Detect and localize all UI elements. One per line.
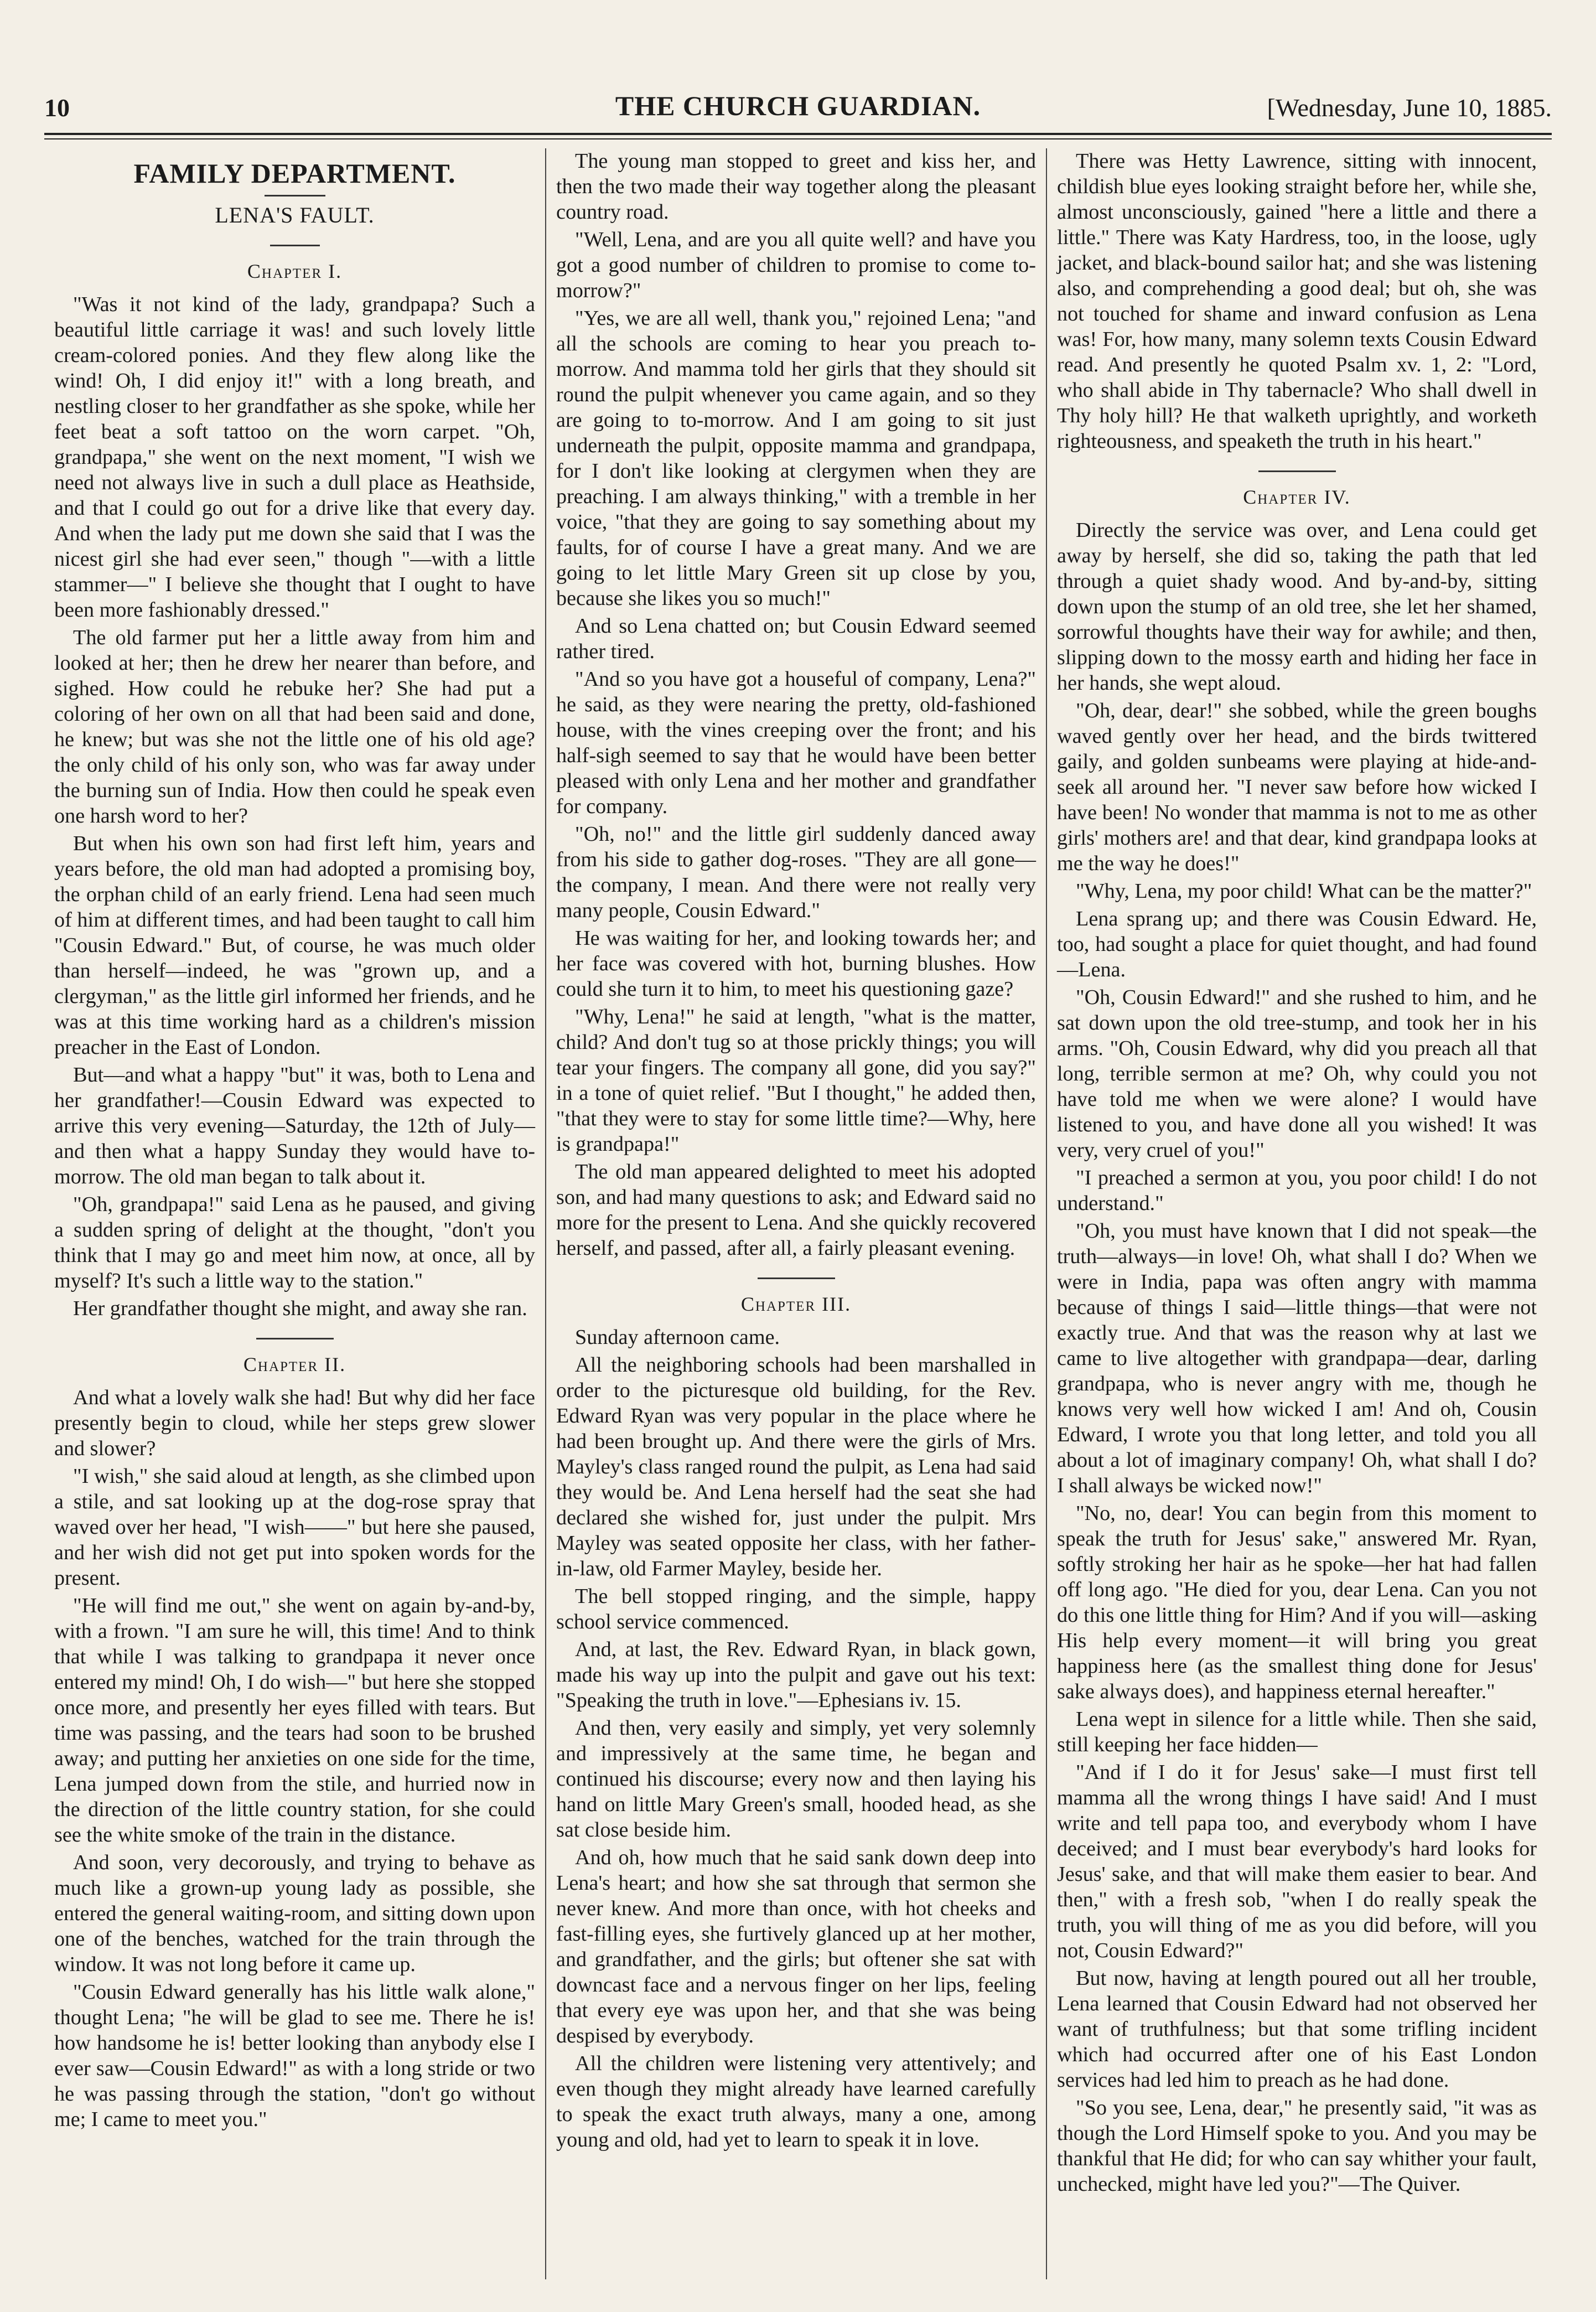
paragraph: "And if I do it for Jesus' sake—I must first tell mamma all the wrong things I have said! And I must write and tell papa too, and everybody whom I have deceived; and I must bear everybody's hard looks for Jesus' sake, and that will make them easier to bear. And then," with a fresh sob, "when I do really speak the truth, you will thing of me as you did before, will you not, Cousin Edward?" <box>1057 1761 1537 1962</box>
paragraph: "Oh, Cousin Edward!" and she rushed to him, and he sat down upon the old tree-stump, and took her in his arms. "Oh, Cousin Edward, why did you preach all that long, terrible sermon at me? Oh, why could you not have told me when we were alone? I would have listened to you, and have done all you wished! It was very, very cruel of you!" <box>1057 986 1537 1162</box>
paragraph: But—and what a happy "but" it was, both to Lena and her grandfather!—Cousin Edward was expected to arrive this very evening—Saturday, the 12th of July—and then what a happy Sunday they would have to-morrow. The old man began to talk about it. <box>54 1063 535 1188</box>
chapter-heading: Chapter I. <box>247 260 343 282</box>
header-rule-thin <box>44 138 1552 139</box>
paragraph: And what a lovely walk she had! But why did her face presently begin to cloud, while her steps grew slower and slower? <box>54 1386 535 1460</box>
section-rule <box>256 1338 334 1339</box>
paragraph: The old farmer put her a little away from him and looked at her; then he drew her nearer than before, and sighed. How could he rebuke her? She had put a coloring of her own on all that had been said and done, he knew; but was she not the little one of his old age? the only child of his only son, who was far away under the burning sun of India. How then could he speak even one harsh word to her? <box>54 626 535 827</box>
paragraph: "Oh, no!" and the little girl suddenly danced away from his side to gather dog-roses. "They are all gone—the company, I mean. And there were not really very many people, Cousin Edward." <box>556 823 1036 922</box>
paragraph: Lena sprang up; and there was Cousin Edward. He, too, had sought a place for quiet thought, and had found—Lena. <box>1057 907 1537 981</box>
issue-date: [Wednesday, June 10, 1885. <box>1267 94 1552 122</box>
paragraph: And oh, how much that he said sank down deep into Lena's heart; and how she sat through that sermon she never knew. And more than once, with hot cheeks and fast-filling eyes, she furtively glanced up at her mother, and grandfather, and the girls; but oftener she sat with downcast face and a nervous finger on her lips, feeling that every eye was upon her, and that she was being despised by everybody. <box>556 1846 1036 2047</box>
article-columns <box>44 148 1552 2279</box>
paragraph: But now, having at length poured out all her trouble, Lena learned that Cousin Edward had not observed her want of truthfulness; but that some trifling incident which had occurred after one of his East London services had led him to preach as he had done. <box>1057 1967 1537 2092</box>
section-rule <box>270 245 320 246</box>
paragraph: "Well, Lena, and are you all quite well? and have you got a good number of children to promise to come to-morrow?" <box>556 228 1036 302</box>
newspaper-title: THE CHURCH GUARDIAN. <box>615 90 981 121</box>
column-3 <box>1046 148 1547 2279</box>
paragraph: All the children were listening very attentively; and even though they might already have learned carefully to speak the exact truth always, many a one, among young and old, had yet to learn to speak it in love. <box>556 2052 1036 2151</box>
paragraph: "I wish," she said aloud at length, as she climbed upon a stile, and sat looking up at the dog-rose spray that waved over her head, "I wish——" but here she paused, and her wish did not get put into spoken words for the present. <box>54 1465 535 1590</box>
paragraph: "Oh, dear, dear!" she sobbed, while the green boughs waved gently over her head, and the birds twittered gaily, and golden sunbeams were playing at hide-and-seek all around her. "I never saw before how wicked I have been! No wonder that mamma is not to me as other girls' mothers are! and that dear, kind grandpapa looks at me the way he does!" <box>1057 699 1537 875</box>
paragraph: Lena wept in silence for a little while. Then she said, still keeping her face hidden— <box>1057 1708 1537 1756</box>
paragraph: "I preached a sermon at you, you poor child! I do not understand." <box>1057 1166 1537 1215</box>
chapter-heading: Chapter IV. <box>1243 486 1351 508</box>
paragraph: And so Lena chatted on; but Cousin Edward seemed rather tired. <box>556 614 1036 663</box>
paragraph: "Oh, grandpapa!" said Lena as he paused, and giving a sudden spring of delight at the thought, "don't you think that I may go and meet him now, at once, all by myself? It's such a little way to the station." <box>54 1193 535 1292</box>
paragraph: And, at last, the Rev. Edward Ryan, in black gown, made his way up into the pulpit and gave out his text: "Speaking the truth in love."—Ephesians iv. 15. <box>556 1638 1036 1712</box>
paragraph: Sunday afternoon came. <box>575 1326 780 1349</box>
paragraph: Directly the service was over, and Lena could get away by herself, she did so, taking the path that led through a quiet shady wood. And by-and-by, sitting down upon the stump of an old tree, she let her shamed, sorrowful thoughts have their way for awhile; and then, slipping down to the mossy earth and hiding her face in her hands, she wept aloud. <box>1057 519 1537 695</box>
paragraph: And then, very easily and simply, yet very solemnly and impressively at the same time, he began and continued his discourse; every now and then laying his hand on little Mary Green's small, hooded head, as she sat close beside him. <box>556 1716 1036 1842</box>
page-number: 10 <box>44 94 70 122</box>
department-heading: FAMILY DEPARTMENT. <box>133 158 456 189</box>
section-rule <box>758 1277 835 1279</box>
paragraph: The bell stopped ringing, and the simple, happy school service commenced. <box>556 1585 1036 1633</box>
paragraph: But when his own son had first left him, years and years before, the old man had adopted a promising boy, the orphan child of an early friend. Lena had seen much of him at different times, and had been taught to call him "Cousin Edward." But, of course, he was much older than herself—indeed, he was "grown up, and a clergyman," as the little girl informed her friends, and he was at this time working hard as a children's mission preacher in the East of London. <box>54 832 535 1059</box>
chapter-heading: Chapter III. <box>740 1293 852 1315</box>
paragraph: "He will find me out," she went on again by-and-by, with a frown. "I am sure he will, this time! And to think that while I was talking to grandpapa it never once entered my mind! Oh, I do wish—" but here she stopped once more, and presently her eyes filled with tears. But time was passing, and the tears had soon to be brushed away; and putting her anxieties on one side for the time, Lena jumped down from the stile, and hurried now in the direction of the little country station, for she could see the white smoke of the train in the distance. <box>54 1594 535 1847</box>
paragraph: "Why, Lena, my poor child! What can be the matter?" <box>1076 880 1532 903</box>
paragraph: "So you see, Lena, dear," he presently said, "it was as though the Lord Himself spoke to you. And you may be thankful that He did; for who can say whither your fault, unchecked, might have led you?"—The Quiver. <box>1057 2096 1537 2196</box>
section-rule <box>265 195 325 196</box>
section-rule <box>1258 470 1336 472</box>
paragraph: He was waiting for her, and looking towards her; and her face was covered with hot, burning blushes. How could she turn it to him, to meet his questioning gaze? <box>556 927 1036 1001</box>
masthead <box>44 83 1552 134</box>
column-2 <box>545 148 1046 2279</box>
paragraph: There was Hetty Lawrence, sitting with innocent, childish blue eyes looking straight before her, while she, almost unconsciously, gained "here a little and there a little." There was Katy Hardress, too, in the loose, ugly jacket, and black-bound sailor hat; and she was listening also, and comprehending a good deal; but oh, she was not touched for shame and inward confusion as Lena was! For, how many, many solemn texts Cousin Edward read. And presently he quoted Psalm xv. 1, 2: "Lord, who shall abide in Thy tabernacle? Who shall dwell in Thy holy hill? He that walketh uprightly, and worketh righteousness, and speaketh the truth in his heart." <box>1057 149 1537 453</box>
paragraph: Her grandfather thought she might, and away she ran. <box>73 1297 527 1320</box>
paragraph: All the neighboring schools had been marshalled in order to the picturesque old building, for the Rev. Edward Ryan was very popular in the place where he had been brought up. And there were the girls of Mrs. Mayley's class ranged round the pulpit, as Lena had said they would be. And Lena herself had the seat she had declared she wished for, just under the pulpit. Mrs Mayley was seated opposite her class, with her father-in-law, old Farmer Mayley, beside her. <box>556 1353 1036 1580</box>
paragraph: And soon, very decorously, and trying to behave as much like a grown-up young lady as possible, she entered the general waiting-room, and sitting down upon one of the benches, watched for the train through the window. It was not long before it came up. <box>54 1851 535 1976</box>
paragraph: "No, no, dear! You can begin from this moment to speak the truth for Jesus' sake," answered Mr. Ryan, softly stroking her hair as he spoke—her hat had fallen off long ago. "He died for you, dear Lena. Can you not do this one little thing for Him? And if you will—asking His help every moment—it will bring you great happiness here (as the smallest thing done for Jesus' sake always does), and happiness eternal hereafter." <box>1057 1502 1537 1703</box>
header-rule <box>44 133 1552 135</box>
chapter-heading: Chapter II. <box>243 1353 346 1375</box>
paragraph: "Why, Lena!" he said at length, "what is the matter, child? And don't tug so at those prickly things; you will tear your fingers. The company all gone, did you say?" in a tone of quiet relief. "But I thought," he added then, "that they were to stay for some little time?—Why, here is grandpapa!" <box>556 1005 1036 1156</box>
paragraph: "Cousin Edward generally has his little walk alone," thought Lena; "he will be glad to see me. There he is! how handsome he is! better looking than anybody else I ever saw—Cousin Edward!" as with a long stride or two he was passing through the station, "don't go without me; I came to meet you." <box>54 1980 535 2131</box>
paragraph: "Yes, we are all well, thank you," rejoined Lena; "and all the schools are coming to hear you preach to-morrow. And mamma told her girls that they should sit round the pulpit whenever you came again, and so they are going to to-morrow. And I am going to sit just underneath the pulpit, opposite mamma and grandpapa, for I don't like looking at clergymen when they are preaching. I am always thinking," with a tremble in her voice, "that they are going to say something about my faults, for of course I have a great many. And we are going to let little Mary Green sit up close by you, because she likes you so much!" <box>556 307 1036 610</box>
column-1 <box>44 148 545 2279</box>
story-title: LENA'S FAULT. <box>215 203 375 227</box>
paragraph: The old man appeared delighted to meet his adopted son, and had many questions to ask; and Edward said no more for the present to Lena. And she quickly recovered herself, and passed, after all, a fairly pleasant evening. <box>556 1160 1036 1260</box>
paragraph: The young man stopped to greet and kiss her, and then the two made their way together along the pleasant country road. <box>556 149 1036 224</box>
paragraph: "And so you have got a houseful of company, Lena?" he said, as they were nearing the pretty, old-fashioned house, with the vines creeping over the front; and his half-sigh seemed to say that he would have been better pleased with only Lena and her mother and grandfather for company. <box>556 668 1036 818</box>
paragraph: "Oh, you must have known that I did not speak—the truth—always—in love! Oh, what shall I do? When we were in India, papa was often angry with mamma because of things I said—little things—that were not exactly true. And that was the reason why at last we came to live altogether with grandpapa—dear, darling grandpapa, who is never angry with me, though he knows very well how wicked I am! And oh, Cousin Edward, I wrote you that long letter, and told you all about a lot of imaginary company! Oh, what shall I do? I shall always be wicked now!" <box>1057 1219 1537 1497</box>
paragraph: "Was it not kind of the lady, grandpapa? Such a beautiful little carriage it was! and such lovely little cream-colored ponies. And they flew along like the wind! Oh, I did enjoy it!" with a long breath, and nestling closer to her grandfather as she spoke, while her feet beat a soft tattoo on the worn carpet. "Oh, grandpapa," she went on the next moment, "I wish we need not always live in such a dull place as Heathside, and that I could go out for a drive like that every day. And when the lady put me down she said that I was the nicest girl she had ever seen," though "—with a little stammer—" I believe she thought that I ought to have been more fashionably dressed." <box>54 293 535 622</box>
